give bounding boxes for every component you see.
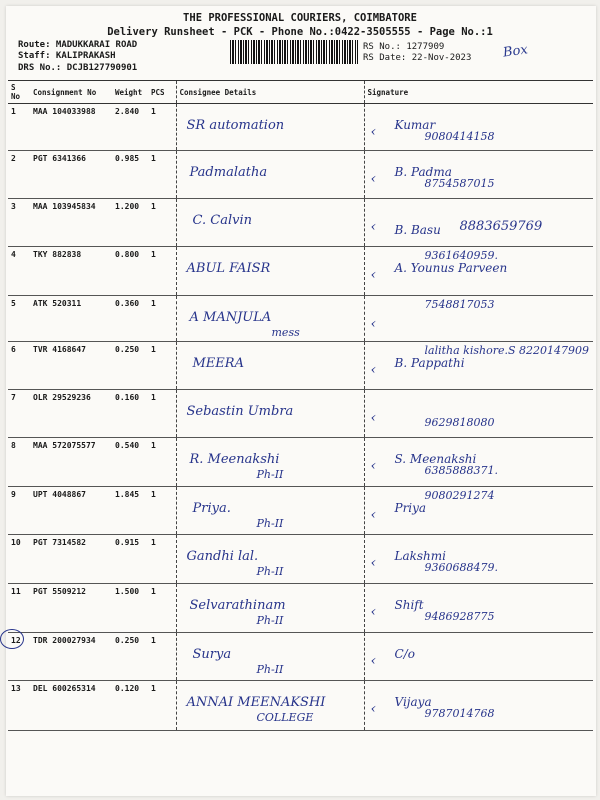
recipient-signature-handwritten: S. Meenakshi <box>394 452 477 466</box>
delivered-tick-mark: ‹ <box>370 171 377 187</box>
consignee-name-handwritten: Padmalatha <box>189 165 268 180</box>
recipient-signature-handwritten: Priya <box>394 501 427 515</box>
delivered-tick-mark: ‹ <box>370 458 377 474</box>
recipient-phone-handwritten: 9361640959. <box>424 249 498 262</box>
drs-number: DRS No.: DCJB127790901 <box>18 63 138 73</box>
delivered-tick-mark: ‹ <box>370 410 377 426</box>
rs-date: RS Date: 22-Nov-2023 <box>363 53 472 63</box>
delivered-tick-mark: ‹ <box>370 124 377 140</box>
consignee-name-handwritten: C. Calvin <box>192 213 252 228</box>
sno-cell: 12 <box>11 636 21 645</box>
delivered-tick-mark: ‹ <box>370 653 377 669</box>
consignment-no-cell: ATK 520311 <box>33 299 82 308</box>
route-label: Route: MADUKKARAI ROAD <box>18 40 138 50</box>
consignee-note-handwritten: Ph-II <box>256 565 284 578</box>
consignee-note-handwritten: COLLEGE <box>256 711 314 724</box>
consignment-no-cell: TKY 882838 <box>33 250 82 259</box>
pcs-cell: 1 <box>151 538 156 547</box>
recipient-phone-handwritten: 7548817053 <box>424 298 495 311</box>
pcs-cell: 1 <box>151 345 156 354</box>
weight-cell: 1.500 <box>115 587 140 596</box>
table-row <box>8 584 593 633</box>
sno-cell: 2 <box>11 154 16 163</box>
consignment-no-cell: PGT 7314582 <box>33 538 86 547</box>
consignment-no-cell: PGT 5509212 <box>33 587 86 596</box>
sno-cell: 5 <box>11 299 16 308</box>
weight-cell: 0.360 <box>115 299 140 308</box>
table-row <box>8 535 593 584</box>
barcode <box>230 40 358 64</box>
recipient-signature-handwritten: B. Padma <box>394 165 452 179</box>
consignment-no-cell: MAA 103945834 <box>33 202 96 211</box>
weight-cell: 0.250 <box>115 636 140 645</box>
weight-cell: 0.915 <box>115 538 140 547</box>
consignee-name-handwritten: Priya. <box>192 501 231 516</box>
consignee-name-handwritten: ANNAI MEENAKSHI <box>186 695 326 710</box>
runsheet-table <box>8 80 593 731</box>
sno-cell: 8 <box>11 441 16 450</box>
sno-cell: 4 <box>11 250 16 259</box>
pcs-cell: 1 <box>151 107 156 116</box>
delivered-tick-mark: ‹ <box>370 219 377 235</box>
consignment-no-cell: TVR 4168647 <box>33 345 86 354</box>
pcs-cell: 1 <box>151 636 156 645</box>
consignee-name-handwritten: Surya <box>192 647 232 662</box>
weight-cell: 0.985 <box>115 154 140 163</box>
pcs-cell: 1 <box>151 154 156 163</box>
recipient-signature-handwritten: C/o <box>394 647 415 661</box>
recipient-phone-handwritten: 9787014768 <box>424 707 495 720</box>
pcs-cell: 1 <box>151 441 156 450</box>
recipient-signature-handwritten: Shift <box>394 598 424 612</box>
recipient-signature-handwritten: Lakshmi <box>394 549 446 563</box>
consignee-name-handwritten: Gandhi lal. <box>186 549 259 564</box>
consignment-no-cell: PGT 6341366 <box>33 154 86 163</box>
rs-number: RS No.: 1277909 <box>363 42 445 52</box>
recipient-signature-handwritten: Vijaya <box>394 695 432 709</box>
delivered-tick-mark: ‹ <box>370 267 377 283</box>
consignee-name-handwritten: A MANJULA <box>189 310 272 325</box>
recipient-phone-handwritten: 9629818080 <box>424 416 495 429</box>
consignee-name-handwritten: Sebastin Umbra <box>186 404 294 419</box>
consignment-no-cell: MAA 572075577 <box>33 441 96 450</box>
sno-cell: 10 <box>11 538 21 547</box>
table-row <box>8 487 593 535</box>
sno-cell: 6 <box>11 345 16 354</box>
col-consignee: Consignee Details <box>176 81 364 104</box>
consignment-no-cell: DEL 600265314 <box>33 684 96 693</box>
weight-cell: 0.120 <box>115 684 140 693</box>
consignee-note-handwritten: Ph-II <box>256 517 284 530</box>
table-row <box>8 342 593 390</box>
recipient-signature-handwritten: B. Basu <box>394 223 441 237</box>
weight-cell: 0.250 <box>115 345 140 354</box>
col-consignment: Consignment No <box>30 81 112 104</box>
recipient-phone-handwritten: 9080414158 <box>424 130 495 143</box>
consignee-name-handwritten: R. Meenakshi <box>189 452 280 467</box>
company-title: THE PROFESSIONAL COURIERS, COIMBATORE <box>183 12 417 24</box>
weight-cell: 1.200 <box>115 202 140 211</box>
recipient-phone-handwritten: 8754587015 <box>424 177 495 190</box>
consignment-no-cell: UPT 4048867 <box>33 490 86 499</box>
pcs-cell: 1 <box>151 393 156 402</box>
consignment-no-cell: OLR 29529236 <box>33 393 91 402</box>
consignment-no-cell: TDR 200027934 <box>33 636 96 645</box>
recipient-phone-handwritten: 9080291274 <box>424 489 495 502</box>
table-row <box>8 681 593 731</box>
consignee-name-handwritten: MEERA <box>192 356 244 371</box>
pcs-cell: 1 <box>151 250 156 259</box>
table-row <box>8 390 593 438</box>
col-sno: S No <box>8 81 30 104</box>
sno-cell: 1 <box>11 107 16 116</box>
table-header-row <box>8 81 593 104</box>
pcs-cell: 1 <box>151 299 156 308</box>
recipient-signature-handwritten: B. Pappathi <box>394 356 465 370</box>
circled-row-mark <box>0 629 24 649</box>
recipient-signature-handwritten: A. Younus Parveen <box>394 261 508 275</box>
delivered-tick-mark: ‹ <box>370 316 377 332</box>
table-row <box>8 633 593 681</box>
weight-cell: 0.800 <box>115 250 140 259</box>
pcs-cell: 1 <box>151 684 156 693</box>
weight-cell: 2.840 <box>115 107 140 116</box>
pcs-cell: 1 <box>151 490 156 499</box>
consignee-name-handwritten: ABUL FAISR <box>186 261 271 276</box>
table-row <box>8 296 593 342</box>
box-handwritten-note: Box <box>502 42 529 61</box>
sno-cell: 7 <box>11 393 16 402</box>
recipient-phone-handwritten: 6385888371. <box>424 464 498 477</box>
col-weight: Weight <box>112 81 148 104</box>
recipient-phone-handwritten: 9360688479. <box>424 561 498 574</box>
table-row <box>8 151 593 199</box>
consignee-note-handwritten: mess <box>271 326 300 339</box>
sno-cell: 3 <box>11 202 16 211</box>
pcs-cell: 1 <box>151 587 156 596</box>
table-row <box>8 104 593 151</box>
delivered-tick-mark: ‹ <box>370 507 377 523</box>
consignee-note-handwritten: Ph-II <box>256 663 284 676</box>
weight-cell: 1.845 <box>115 490 140 499</box>
consignment-no-cell: MAA 104033988 <box>33 107 96 116</box>
consignee-note-handwritten: Ph-II <box>256 468 284 481</box>
weight-cell: 0.160 <box>115 393 140 402</box>
delivered-tick-mark: ‹ <box>370 604 377 620</box>
runsheet-subtitle: Delivery Runsheet - PCK - Phone No.:0422-3505555 - Page No.:1 <box>107 26 493 38</box>
recipient-phone-handwritten: 8883659769 <box>459 219 543 234</box>
delivered-tick-mark: ‹ <box>370 701 377 717</box>
recipient-phone-handwritten: 9486928775 <box>424 610 495 623</box>
sno-cell: 13 <box>11 684 21 693</box>
consignee-name-handwritten: SR automation <box>186 118 285 133</box>
col-pcs: PCS <box>148 81 176 104</box>
consignee-note-handwritten: Ph-II <box>256 614 284 627</box>
sno-cell: 11 <box>11 587 21 596</box>
recipient-phone-handwritten: lalitha kishore.S 8220147909 <box>424 344 589 357</box>
recipient-signature-handwritten: Kumar <box>394 118 436 132</box>
staff-label: Staff: KALIPRAKASH <box>18 51 116 61</box>
delivered-tick-mark: ‹ <box>370 362 377 378</box>
col-signature: Signature <box>364 81 593 104</box>
weight-cell: 0.540 <box>115 441 140 450</box>
table-row <box>8 199 593 247</box>
consignee-name-handwritten: Selvarathinam <box>189 598 286 613</box>
delivered-tick-mark: ‹ <box>370 555 377 571</box>
table-row <box>8 247 593 296</box>
pcs-cell: 1 <box>151 202 156 211</box>
sno-cell: 9 <box>11 490 16 499</box>
table-row <box>8 438 593 487</box>
